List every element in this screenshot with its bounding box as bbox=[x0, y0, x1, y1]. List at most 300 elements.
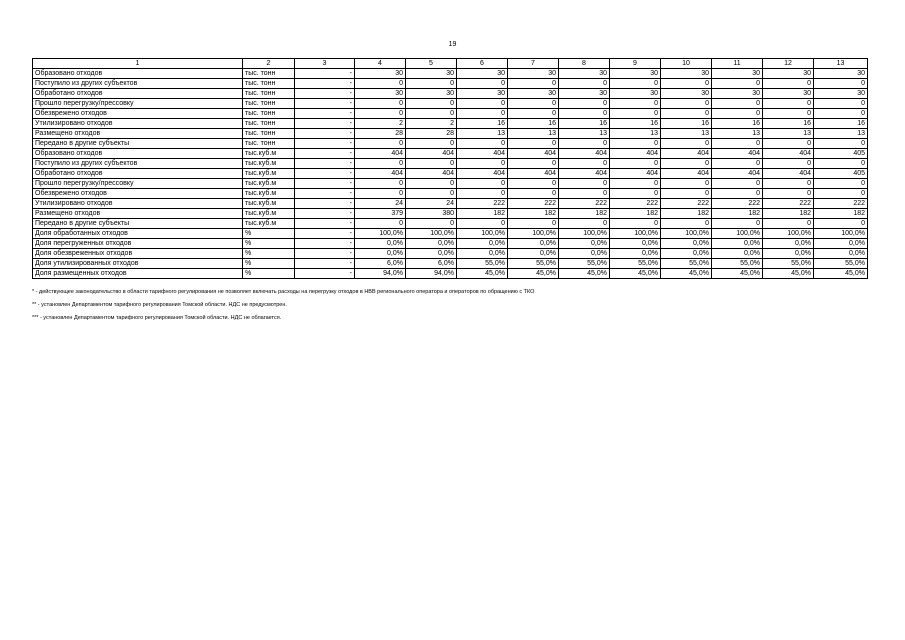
value-cell: 0 bbox=[355, 79, 406, 89]
value-cell: 404 bbox=[610, 169, 661, 179]
unit-cell: % bbox=[243, 229, 295, 239]
value-cell: 0 bbox=[559, 109, 610, 119]
value-cell: 0 bbox=[406, 189, 457, 199]
value-cell: 30 bbox=[355, 89, 406, 99]
value-cell: 222 bbox=[763, 199, 814, 209]
value-cell: 0 bbox=[610, 139, 661, 149]
value-cell: 16 bbox=[508, 119, 559, 129]
unit-cell: тыс. тонн bbox=[243, 119, 295, 129]
value-cell: 28 bbox=[406, 129, 457, 139]
table-row bbox=[33, 259, 868, 269]
value-cell: 0 bbox=[712, 179, 763, 189]
unit-cell: % bbox=[243, 269, 295, 279]
row-label: Обезврежено отходов bbox=[33, 189, 243, 199]
value-cell: 30 bbox=[814, 69, 868, 79]
value-cell: 0,0% bbox=[508, 249, 559, 259]
table-row bbox=[33, 159, 868, 169]
unit-cell: тыс.куб.м bbox=[243, 149, 295, 159]
value-cell: 100,0% bbox=[661, 229, 712, 239]
value-cell: 0 bbox=[763, 109, 814, 119]
value-cell: 55,0% bbox=[712, 259, 763, 269]
row-label: Доля размещенных отходов bbox=[33, 269, 243, 279]
column-header: 10 bbox=[661, 59, 712, 69]
value-cell: 222 bbox=[661, 199, 712, 209]
value-cell: 0 bbox=[457, 179, 508, 189]
value-cell: 13 bbox=[508, 129, 559, 139]
value-cell: 182 bbox=[559, 209, 610, 219]
table-row bbox=[33, 129, 868, 139]
value-cell: 30 bbox=[610, 89, 661, 99]
value-cell: 404 bbox=[406, 149, 457, 159]
value-cell: 0 bbox=[559, 179, 610, 189]
value-cell: 45,0% bbox=[661, 269, 712, 279]
value-cell: 182 bbox=[661, 209, 712, 219]
value-cell: 30 bbox=[712, 89, 763, 99]
unit-cell: тыс.куб.м bbox=[243, 199, 295, 209]
value-cell: 45,0% bbox=[712, 269, 763, 279]
value-cell: 0 bbox=[559, 159, 610, 169]
value-cell: 0,0% bbox=[610, 239, 661, 249]
value-cell: 100,0% bbox=[406, 229, 457, 239]
row-label: Размещено отходов bbox=[33, 209, 243, 219]
table-row bbox=[33, 139, 868, 149]
value-cell: 0 bbox=[508, 79, 559, 89]
value-cell: 0,0% bbox=[763, 239, 814, 249]
table-row bbox=[33, 149, 868, 159]
value-cell: 0 bbox=[406, 79, 457, 89]
value-cell: 55,0% bbox=[763, 259, 814, 269]
table-body bbox=[33, 69, 868, 279]
value-cell: 0 bbox=[661, 219, 712, 229]
unit-cell: % bbox=[243, 249, 295, 259]
value-cell: 404 bbox=[406, 169, 457, 179]
value-cell: 0,0% bbox=[661, 239, 712, 249]
value-cell: 0 bbox=[814, 179, 868, 189]
column-header: 4 bbox=[355, 59, 406, 69]
column-header: 5 bbox=[406, 59, 457, 69]
value-cell: 0 bbox=[508, 99, 559, 109]
value-cell: 0 bbox=[712, 159, 763, 169]
value-cell: 404 bbox=[763, 169, 814, 179]
value-cell: 100,0% bbox=[610, 229, 661, 239]
value-cell: 0 bbox=[712, 99, 763, 109]
column-header: 11 bbox=[712, 59, 763, 69]
value-cell: 55,0% bbox=[661, 259, 712, 269]
table-row bbox=[33, 119, 868, 129]
value-cell: 55,0% bbox=[610, 259, 661, 269]
table-row bbox=[33, 109, 868, 119]
value-cell: 30 bbox=[763, 69, 814, 79]
value-cell: 30 bbox=[508, 89, 559, 99]
dash-cell: - bbox=[295, 139, 355, 149]
dash-cell: - bbox=[295, 199, 355, 209]
value-cell: 0 bbox=[406, 159, 457, 169]
value-cell: 0,0% bbox=[763, 249, 814, 259]
value-cell: 0 bbox=[457, 99, 508, 109]
value-cell: 0 bbox=[508, 109, 559, 119]
value-cell: 30 bbox=[763, 89, 814, 99]
value-cell: 0 bbox=[661, 139, 712, 149]
value-cell: 30 bbox=[508, 69, 559, 79]
value-cell: 55,0% bbox=[814, 259, 868, 269]
value-cell: 222 bbox=[712, 199, 763, 209]
value-cell: 222 bbox=[508, 199, 559, 209]
footnotes bbox=[32, 289, 872, 328]
value-cell: 0 bbox=[814, 189, 868, 199]
value-cell: 0 bbox=[814, 219, 868, 229]
value-cell: 0 bbox=[355, 99, 406, 109]
dash-cell: - bbox=[295, 159, 355, 169]
value-cell: 0 bbox=[814, 139, 868, 149]
value-cell: 0,0% bbox=[814, 239, 868, 249]
value-cell: 45,0% bbox=[610, 269, 661, 279]
value-cell: 30 bbox=[712, 69, 763, 79]
dash-cell: - bbox=[295, 229, 355, 239]
value-cell: 0 bbox=[763, 99, 814, 109]
value-cell: 16 bbox=[763, 119, 814, 129]
dash-cell: - bbox=[295, 219, 355, 229]
unit-cell: тыс. тонн bbox=[243, 69, 295, 79]
value-cell: 404 bbox=[712, 169, 763, 179]
unit-cell: тыс.куб.м bbox=[243, 159, 295, 169]
value-cell: 30 bbox=[814, 89, 868, 99]
value-cell: 0 bbox=[406, 179, 457, 189]
unit-cell: тыс. тонн bbox=[243, 109, 295, 119]
table-row bbox=[33, 239, 868, 249]
dash-cell: - bbox=[295, 99, 355, 109]
table-row bbox=[33, 79, 868, 89]
value-cell: 100,0% bbox=[814, 229, 868, 239]
table-row bbox=[33, 209, 868, 219]
value-cell: 0 bbox=[559, 139, 610, 149]
table-header-row bbox=[33, 59, 868, 69]
dash-cell: - bbox=[295, 119, 355, 129]
value-cell: 16 bbox=[457, 119, 508, 129]
value-cell: 0 bbox=[610, 109, 661, 119]
value-cell: 0 bbox=[508, 159, 559, 169]
row-label: Доля перегруженных отходов bbox=[33, 239, 243, 249]
value-cell: 0 bbox=[457, 189, 508, 199]
footnote: * - действующее законодательство в области тарифного регулирования не позволяет включать расходы на перегрузку отходов в НВВ регионального оператора и операторов по обращению с ТКО bbox=[32, 289, 535, 295]
value-cell: 182 bbox=[457, 209, 508, 219]
dash-cell: - bbox=[295, 129, 355, 139]
value-cell: 16 bbox=[661, 119, 712, 129]
waste-balance-table bbox=[32, 58, 868, 279]
value-cell: 0 bbox=[661, 179, 712, 189]
value-cell: 0 bbox=[610, 179, 661, 189]
value-cell: 0,0% bbox=[457, 249, 508, 259]
value-cell: 0 bbox=[508, 179, 559, 189]
unit-cell: тыс. тонн bbox=[243, 129, 295, 139]
table-row bbox=[33, 179, 868, 189]
value-cell: 405 bbox=[814, 169, 868, 179]
value-cell: 0 bbox=[457, 219, 508, 229]
value-cell: 0 bbox=[814, 159, 868, 169]
value-cell: 404 bbox=[763, 149, 814, 159]
row-label: Размещено отходов bbox=[33, 129, 243, 139]
unit-cell: тыс. тонн bbox=[243, 139, 295, 149]
value-cell: 24 bbox=[355, 199, 406, 209]
value-cell: 100,0% bbox=[712, 229, 763, 239]
value-cell: 16 bbox=[712, 119, 763, 129]
unit-cell: тыс.куб.м bbox=[243, 179, 295, 189]
value-cell: 404 bbox=[559, 149, 610, 159]
value-cell: 0 bbox=[661, 109, 712, 119]
dash-cell: - bbox=[295, 209, 355, 219]
value-cell: 16 bbox=[610, 119, 661, 129]
value-cell: 100,0% bbox=[559, 229, 610, 239]
value-cell: 16 bbox=[814, 119, 868, 129]
dash-cell: - bbox=[295, 89, 355, 99]
unit-cell: % bbox=[243, 239, 295, 249]
value-cell: 55,0% bbox=[457, 259, 508, 269]
unit-cell: % bbox=[243, 259, 295, 269]
unit-cell: тыс. тонн bbox=[243, 89, 295, 99]
unit-cell: тыс.куб.м bbox=[243, 219, 295, 229]
value-cell: 404 bbox=[457, 169, 508, 179]
value-cell: 0,0% bbox=[508, 239, 559, 249]
value-cell: 0 bbox=[610, 99, 661, 109]
value-cell: 0,0% bbox=[814, 249, 868, 259]
value-cell: 100,0% bbox=[355, 229, 406, 239]
table-row bbox=[33, 249, 868, 259]
unit-cell: тыс.куб.м bbox=[243, 189, 295, 199]
value-cell: 30 bbox=[559, 89, 610, 99]
value-cell: 45,0% bbox=[814, 269, 868, 279]
column-header: 8 bbox=[559, 59, 610, 69]
value-cell: 0 bbox=[355, 219, 406, 229]
row-label: Образовано отходов bbox=[33, 149, 243, 159]
value-cell: 0 bbox=[814, 109, 868, 119]
value-cell: 0 bbox=[508, 139, 559, 149]
value-cell: 0 bbox=[763, 219, 814, 229]
row-label: Обработано отходов bbox=[33, 89, 243, 99]
value-cell: 0 bbox=[712, 189, 763, 199]
value-cell: 13 bbox=[712, 129, 763, 139]
value-cell: 222 bbox=[814, 199, 868, 209]
value-cell: 404 bbox=[559, 169, 610, 179]
value-cell: 404 bbox=[508, 149, 559, 159]
value-cell: 0 bbox=[355, 189, 406, 199]
value-cell: 404 bbox=[355, 169, 406, 179]
dash-cell: - bbox=[295, 269, 355, 279]
value-cell: 0 bbox=[661, 79, 712, 89]
row-label: Образовано отходов bbox=[33, 69, 243, 79]
value-cell: 0 bbox=[406, 139, 457, 149]
value-cell: 404 bbox=[712, 149, 763, 159]
value-cell: 0 bbox=[559, 99, 610, 109]
value-cell: 13 bbox=[610, 129, 661, 139]
value-cell: 0 bbox=[661, 189, 712, 199]
column-header: 12 bbox=[763, 59, 814, 69]
value-cell: 0 bbox=[712, 109, 763, 119]
row-label: Передано в другие субъекты bbox=[33, 219, 243, 229]
value-cell: 0 bbox=[508, 219, 559, 229]
table-row bbox=[33, 219, 868, 229]
value-cell: 182 bbox=[763, 209, 814, 219]
value-cell: 45,0% bbox=[457, 269, 508, 279]
value-cell: 2 bbox=[355, 119, 406, 129]
value-cell: 0 bbox=[610, 189, 661, 199]
value-cell: 404 bbox=[457, 149, 508, 159]
row-label: Поступило из других субъектов bbox=[33, 159, 243, 169]
table-row bbox=[33, 199, 868, 209]
value-cell: 0 bbox=[712, 139, 763, 149]
table-row bbox=[33, 89, 868, 99]
dash-cell: - bbox=[295, 189, 355, 199]
value-cell: 0 bbox=[763, 139, 814, 149]
row-label: Доля обезвреженных отходов bbox=[33, 249, 243, 259]
value-cell: 45,0% bbox=[763, 269, 814, 279]
value-cell: 182 bbox=[814, 209, 868, 219]
value-cell: 0 bbox=[814, 99, 868, 109]
dash-cell: - bbox=[295, 249, 355, 259]
row-label: Передано в другие субъекты bbox=[33, 139, 243, 149]
row-label: Поступило из других субъектов bbox=[33, 79, 243, 89]
row-label: Обезврежено отходов bbox=[33, 109, 243, 119]
row-label: Доля обработанных отходов bbox=[33, 229, 243, 239]
unit-cell: тыс.куб.м bbox=[243, 209, 295, 219]
dash-cell: - bbox=[295, 109, 355, 119]
value-cell: 380 bbox=[406, 209, 457, 219]
value-cell: 30 bbox=[406, 69, 457, 79]
value-cell: 30 bbox=[457, 69, 508, 79]
value-cell: 6,0% bbox=[406, 259, 457, 269]
value-cell: 0,0% bbox=[712, 239, 763, 249]
value-cell: 16 bbox=[559, 119, 610, 129]
dash-cell: - bbox=[295, 69, 355, 79]
value-cell: 0,0% bbox=[355, 239, 406, 249]
column-header: 2 bbox=[243, 59, 295, 69]
column-header: 6 bbox=[457, 59, 508, 69]
page-number: 19 bbox=[448, 41, 457, 48]
value-cell: 0 bbox=[712, 219, 763, 229]
value-cell: 0,0% bbox=[712, 249, 763, 259]
table-row bbox=[33, 189, 868, 199]
value-cell: 28 bbox=[355, 129, 406, 139]
value-cell: 2 bbox=[406, 119, 457, 129]
value-cell: 30 bbox=[610, 69, 661, 79]
value-cell: 0 bbox=[661, 159, 712, 169]
dash-cell: - bbox=[295, 169, 355, 179]
value-cell: 0 bbox=[559, 219, 610, 229]
table-row bbox=[33, 269, 868, 279]
value-cell: 222 bbox=[559, 199, 610, 209]
value-cell: 0 bbox=[406, 109, 457, 119]
table-row bbox=[33, 169, 868, 179]
value-cell: 0 bbox=[559, 189, 610, 199]
value-cell: 404 bbox=[661, 169, 712, 179]
value-cell: 0 bbox=[763, 79, 814, 89]
value-cell: 404 bbox=[661, 149, 712, 159]
value-cell: 0 bbox=[559, 79, 610, 89]
value-cell: 30 bbox=[661, 69, 712, 79]
value-cell: 0,0% bbox=[457, 239, 508, 249]
value-cell: 0,0% bbox=[559, 239, 610, 249]
value-cell: 55,0% bbox=[508, 259, 559, 269]
table-row bbox=[33, 69, 868, 79]
value-cell: 405 bbox=[814, 149, 868, 159]
value-cell: 100,0% bbox=[457, 229, 508, 239]
value-cell: 182 bbox=[712, 209, 763, 219]
value-cell: 0 bbox=[814, 79, 868, 89]
row-label: Обработано отходов bbox=[33, 169, 243, 179]
value-cell: 404 bbox=[508, 169, 559, 179]
value-cell: 13 bbox=[661, 129, 712, 139]
value-cell: 0 bbox=[763, 189, 814, 199]
column-header: 7 bbox=[508, 59, 559, 69]
value-cell: 0,0% bbox=[406, 249, 457, 259]
value-cell: 100,0% bbox=[508, 229, 559, 239]
value-cell: 0 bbox=[457, 109, 508, 119]
dash-cell: - bbox=[295, 149, 355, 159]
value-cell: 182 bbox=[508, 209, 559, 219]
dash-cell: - bbox=[295, 239, 355, 249]
value-cell: 0 bbox=[610, 159, 661, 169]
value-cell: 13 bbox=[559, 129, 610, 139]
value-cell: 30 bbox=[661, 89, 712, 99]
value-cell: 0 bbox=[355, 159, 406, 169]
row-label: Утилизировано отходов bbox=[33, 119, 243, 129]
footnote: ** - установлен Департаментом тарифного регулирования Томской области. НДС не предусмотрен. bbox=[32, 302, 287, 308]
value-cell: 0 bbox=[355, 139, 406, 149]
dash-cell: - bbox=[295, 179, 355, 189]
value-cell: 30 bbox=[355, 69, 406, 79]
value-cell: 404 bbox=[355, 149, 406, 159]
value-cell: 0,0% bbox=[661, 249, 712, 259]
value-cell: 0,0% bbox=[355, 249, 406, 259]
row-label: Доля утилизированных отходов bbox=[33, 259, 243, 269]
value-cell: 0 bbox=[610, 79, 661, 89]
dash-cell: - bbox=[295, 79, 355, 89]
value-cell: 6,0% bbox=[355, 259, 406, 269]
value-cell: 55,0% bbox=[559, 259, 610, 269]
row-label: Прошло перегрузку/прессовку bbox=[33, 179, 243, 189]
value-cell: 0 bbox=[406, 99, 457, 109]
value-cell: 0 bbox=[661, 99, 712, 109]
value-cell: 379 bbox=[355, 209, 406, 219]
value-cell: 13 bbox=[814, 129, 868, 139]
value-cell: 13 bbox=[457, 129, 508, 139]
value-cell: 0 bbox=[457, 159, 508, 169]
value-cell: 100,0% bbox=[763, 229, 814, 239]
value-cell: 13 bbox=[763, 129, 814, 139]
value-cell: 30 bbox=[559, 69, 610, 79]
value-cell: 94,0% bbox=[355, 269, 406, 279]
row-label: Прошло перегрузку/прессовку bbox=[33, 99, 243, 109]
value-cell: 0 bbox=[610, 219, 661, 229]
value-cell: 0 bbox=[508, 189, 559, 199]
column-header: 9 bbox=[610, 59, 661, 69]
value-cell: 182 bbox=[610, 209, 661, 219]
unit-cell: тыс. тонн bbox=[243, 99, 295, 109]
unit-cell: тыс. тонн bbox=[243, 79, 295, 89]
value-cell: 0 bbox=[355, 179, 406, 189]
footnote: *** - установлен Департаментом тарифного регулирования Томской области. НДС не облагается. bbox=[32, 315, 282, 321]
value-cell: 222 bbox=[457, 199, 508, 209]
value-cell: 222 bbox=[610, 199, 661, 209]
column-header: 1 bbox=[33, 59, 243, 69]
value-cell: 0 bbox=[712, 79, 763, 89]
value-cell: 45,0% bbox=[559, 269, 610, 279]
table-row bbox=[33, 99, 868, 109]
value-cell: 404 bbox=[610, 149, 661, 159]
value-cell: 0 bbox=[763, 159, 814, 169]
value-cell: 24 bbox=[406, 199, 457, 209]
value-cell: 30 bbox=[457, 89, 508, 99]
value-cell: 0 bbox=[355, 109, 406, 119]
value-cell: 0 bbox=[406, 219, 457, 229]
